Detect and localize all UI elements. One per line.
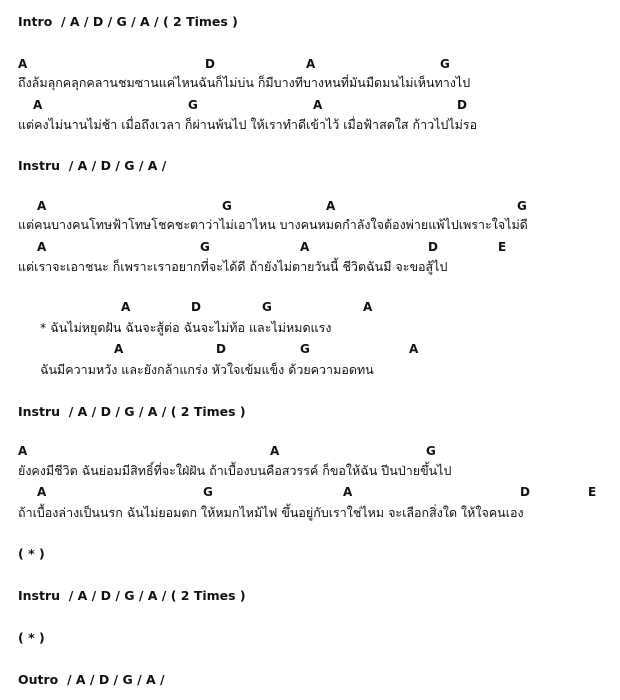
chord: D	[205, 57, 215, 71]
chord: A	[37, 199, 47, 213]
chord: G	[426, 444, 436, 458]
chord: A	[363, 300, 373, 314]
lyric-line: ยังคงมีชีวิต ฉันย่อมมีสิทธิ์ที่จะใฝ่ฝัน ถ้าเบื้องบนคือสวรรค์ ก็ขอให้ฉัน ปีนป่ายขึ้นไป	[18, 463, 452, 478]
lyric-line: แต่คนบางคนโทษฟ้าโทษโชคชะตาว่าไม่เอาไหน บางคนหมดกำลังใจต้องพ่ายแพ้ไปเพราะใจไม่ดี	[18, 217, 528, 232]
chord: D	[520, 485, 530, 499]
chord: G	[300, 342, 310, 356]
instru-line: Instru / A / D / G / A / ( 2 Times )	[18, 588, 246, 603]
chord: G	[440, 57, 450, 71]
chord: G	[517, 199, 527, 213]
chord: G	[203, 485, 213, 499]
chord: G	[188, 98, 198, 112]
chord: A	[270, 444, 280, 458]
outro-line: Outro / A / D / G / A /	[18, 672, 165, 687]
chord: A	[121, 300, 131, 314]
lyric-line: * ฉันไม่หยุดฝัน ฉันจะสู้ต่อ ฉันจะไม่ท้อ และไม่หมดแรง	[40, 320, 332, 335]
chord: A	[18, 57, 28, 71]
chord: A	[114, 342, 124, 356]
chord: E	[498, 240, 507, 254]
chord: A	[18, 444, 28, 458]
lyric-line: ถ้าเบื้องล่างเป็นนรก ฉันไม่ยอมตก ให้หมกไหม้ไฟ ขึ้นอยู่กับเราใช่ไหม จะเลือกสิ่งใด ให้ใจคนเอง	[18, 505, 524, 520]
chord: D	[457, 98, 467, 112]
chord: D	[216, 342, 226, 356]
chord: A	[33, 98, 43, 112]
chord: A	[300, 240, 310, 254]
chord: E	[588, 485, 597, 499]
chorus-repeat: ( * )	[18, 546, 45, 561]
lyric-line: แต่เราจะเอาชนะ ก็เพราะเราอยากที่จะได้ดี ถ้ายังไม่ตายวันนี้ ชีวิตฉันมี จะขอสู้ไป	[18, 259, 448, 274]
instru-line: Instru / A / D / G / A /	[18, 158, 167, 173]
chord: A	[306, 57, 316, 71]
chorus-repeat: ( * )	[18, 630, 45, 645]
chord: D	[428, 240, 438, 254]
instru-line: Instru / A / D / G / A / ( 2 Times )	[18, 404, 246, 419]
chord: A	[313, 98, 323, 112]
chord: A	[343, 485, 353, 499]
chord: D	[191, 300, 201, 314]
lyric-line: แต่คงไม่นานไม่ช้า เมื่อถึงเวลา ก็ผ่านพ้นไป ให้เราทำดีเข้าไว้ เมื่อฟ้าสดใส ก้าวไปไม่รอ	[18, 117, 478, 132]
lyric-line: ถึงล้มลุกคลุกคลานชมซานแค่ไหนฉันก็ไม่บ่น ก็มีบางทีบางหนที่มันมืดมนไม่เห็นทางไป	[18, 75, 471, 90]
chord: A	[409, 342, 419, 356]
chord: G	[222, 199, 232, 213]
chord: G	[262, 300, 272, 314]
lyric-line: ฉันมีความหวัง และยังกล้าแกร่ง หัวใจเข้มแข็ง ด้วยความอดทน	[40, 362, 374, 377]
chord: G	[200, 240, 210, 254]
chord: A	[326, 199, 336, 213]
chord: A	[37, 240, 47, 254]
intro-line: Intro / A / D / G / A / ( 2 Times )	[18, 14, 238, 29]
chord: A	[37, 485, 47, 499]
